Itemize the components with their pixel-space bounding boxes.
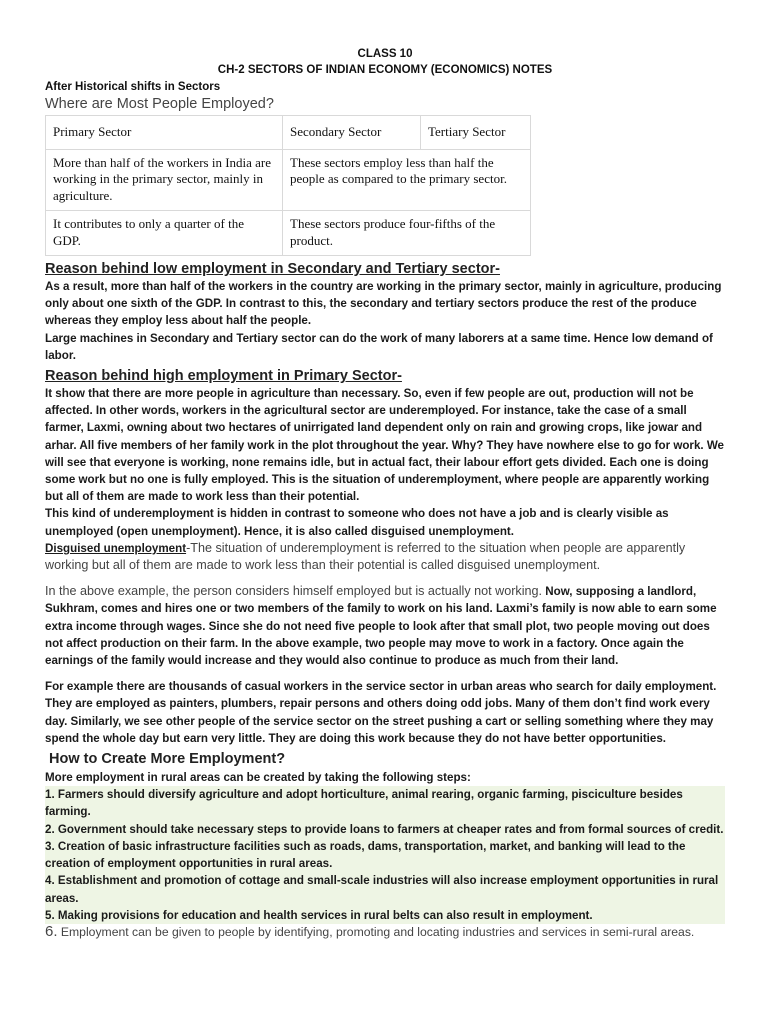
list-item: 4. Establishment and promotion of cottage and small-scale industries will also increase employment opportunities in rural areas. xyxy=(45,872,725,906)
high-employment-paragraph-1: It show that there are more people in agriculture than necessary. So, even if few people are out, production will not be affected. In other words, workers in the agricultural sector are underemployed. For instance, take the case of a small farmer, Laxmi, owning about two hectares of unirrigated land dependent only on rain and growing crops, like jowar and arhar. All five members of her family work in the plot throughout the year. Why? They have nowhere else to go for work. We will see that everyone is working, none remains idle, but in actual fact, their labour effort gets divided. Each one is doing some work but no one is fully employed. This is the situation of underemployment, where people are apparently working but all of them are made to work less than their potential. xyxy=(45,387,725,504)
example-body: Now, supposing a landlord, Sukhram, comes and hires one or two members of the family to work on his land. Laxmi’s family is now able to earn some extra income through wages. Since she do not need five people to look after that small plot, two people moving out does not affect production on their farm. In the above example, two people may move to work in a factory. Once again the earnings of the family would increase and they would also continue to produce as much from their land. xyxy=(45,585,717,668)
header-secondary: Secondary Sector xyxy=(283,116,421,150)
row2-secondary-tertiary-cell: These sectors produce four-fifths of the product. xyxy=(283,211,531,256)
example-paragraph xyxy=(45,583,725,669)
table-row xyxy=(46,211,531,256)
example-intro: In the above example, the person considers himself employed but is actually not working. xyxy=(45,584,543,599)
list-item-number: 6. xyxy=(45,922,58,940)
list-item xyxy=(45,924,725,940)
table-row xyxy=(46,149,531,211)
casual-workers-paragraph: For example there are thousands of casual workers in the service sector in urban areas who search for daily employment. They are employed as painters, plumbers, repair persons and others doing odd jobs. Many of them don’t find work every day. Similarly, we see other people of the service sector on the street pushing a cart or selling something where they may spend the whole day but earn very little. They are doing this work because they do not have better opportunities. xyxy=(45,680,717,745)
notes-page xyxy=(45,46,725,940)
class-label: CLASS 10 xyxy=(357,48,413,60)
high-employment-paragraph-2: This kind of underemployment is hidden in contrast to someone who does not have a job and is clearly visible as unemployed (open unemployment). Hence, it is also called disguised unemployment. xyxy=(45,507,669,538)
subtitle: After Historical shifts in Sectors xyxy=(45,81,221,93)
create-employment-heading: How to Create More Employment? xyxy=(49,751,286,768)
sector-table xyxy=(45,115,531,256)
row2-primary-cell: It contributes to only a quarter of the GDP. xyxy=(46,211,283,256)
create-employment-intro: More employment in rural areas can be created by taking the following steps: xyxy=(45,771,471,785)
disguised-unemployment-term: Disguised unemployment xyxy=(45,541,187,555)
document-title: CH-2 SECTORS OF INDIAN ECONOMY (ECONOMICS) NOTES xyxy=(217,64,553,76)
list-item: 3. Creation of basic infrastructure facilities such as roads, dams, transportation, market, and banking will lead to the creation of employment opportunities in rural areas. xyxy=(45,838,725,872)
list-item: 5. Making provisions for education and health services in rural belts can also result in employment. xyxy=(45,907,725,924)
low-employment-heading: Reason behind low employment in Secondary and Tertiary sector- xyxy=(45,261,500,277)
list-item: 2. Government should take necessary steps to provide loans to farmers at cheaper rates and from formal sources of credit. xyxy=(45,821,725,838)
table-header-row xyxy=(46,116,531,150)
list-item-text: Employment can be given to people by identifying, promoting and locating industries and services in semi-rural areas. xyxy=(57,924,695,939)
low-employment-paragraph-1: As a result, more than half of the workers in the country are working in the primary sector, mainly in agriculture, producing only about one sixth of the GDP. In contrast to this, the secondary and tertiary sectors produce the rest of the produce whereas they employ less about half the people. xyxy=(45,280,722,328)
high-employment-heading: Reason behind high employment in Primary Sector- xyxy=(45,368,402,385)
list-item: 1. Farmers should diversify agriculture and adopt horticulture, animal rearing, organic farming, pisciculture besides farming. xyxy=(45,786,725,820)
row1-primary-cell: More than half of the workers in India are working in the primary sector, mainly in agriculture. xyxy=(46,149,283,211)
disguised-unemployment-definition xyxy=(45,540,725,574)
header-tertiary: Tertiary Sector xyxy=(421,116,531,150)
row1-secondary-tertiary-cell: These sectors employ less than half the people as compared to the primary sector. xyxy=(283,149,531,211)
disguised-unemployment-text: -The situation of underemployment is referred to the situation when people are apparently working but all of them are made to work less than their potential is called disguised unemployment. xyxy=(45,540,686,573)
low-employment-paragraph-2: Large machines in Secondary and Tertiary sector can do the work of many laborers at a same time. Hence low demand of labor. xyxy=(45,331,713,362)
header-primary: Primary Sector xyxy=(46,116,283,150)
question-heading: Where are Most People Employed? xyxy=(45,96,274,112)
